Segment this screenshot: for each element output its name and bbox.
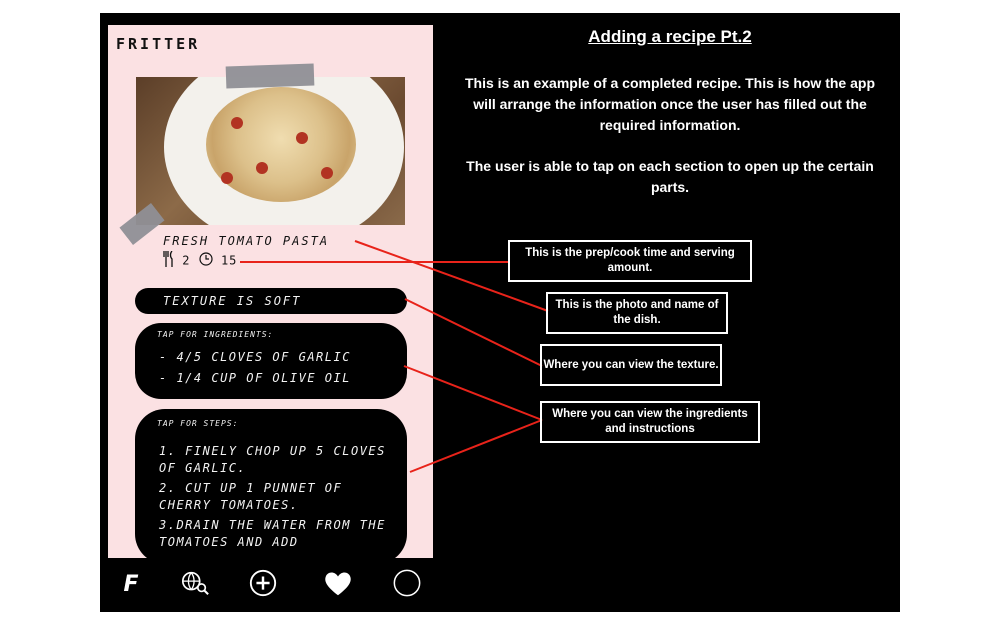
steps-caption: TAP FOR STEPS: [157, 419, 239, 428]
utensils-icon [162, 256, 182, 270]
description-paragraph: This is an example of a completed recipe. This is how the app will arrange the information once the user has filled out the required information. [465, 75, 875, 133]
cook-time: 15 [220, 253, 238, 268]
callout-texture: Where you can view the texture. [540, 344, 722, 386]
step-item: 2. CUT UP 1 PUNNET OF CHERRY TOMATOES. [159, 481, 343, 512]
callout-ingredients: Where you can view the ingredients and instructions [540, 401, 760, 443]
clock-icon [199, 255, 221, 269]
ingredient-item: - 1/4 CUP OF OLIVE OIL [159, 371, 351, 385]
dish-photo[interactable] [136, 77, 405, 225]
globe-search-icon[interactable] [178, 568, 212, 602]
slide [100, 13, 900, 612]
step-item: 3.DRAIN THE WATER FROM THE TOMATOES AND ADD [159, 518, 386, 549]
plus-icon[interactable] [246, 568, 280, 602]
profile-circle-icon[interactable] [390, 568, 424, 602]
tape-decoration [226, 63, 315, 88]
ingredients-caption: TAP FOR INGREDIENTS: [157, 330, 274, 339]
ingredient-item: - 4/5 CLOVES OF GARLIC [159, 350, 351, 364]
slide-title: Adding a recipe Pt.2 [588, 27, 752, 46]
description-paragraph: The user is able to tap on each section to open up the certain parts. [466, 158, 874, 195]
prep-meta [162, 251, 237, 270]
heart-icon[interactable] [321, 568, 355, 602]
steps-section[interactable] [135, 409, 407, 558]
callout-time: This is the prep/cook time and serving amount. [508, 240, 752, 282]
bottom-nav [100, 558, 440, 612]
dish-name: FRESH TOMATO PASTA [163, 234, 330, 248]
app-logo: FRITTER [116, 35, 201, 53]
serving-count: 2 [182, 253, 191, 268]
home-logo-button[interactable]: F [123, 572, 139, 597]
phone-screen [108, 25, 433, 558]
step-item: 1. FINELY CHOP UP 5 CLOVES OF GARLIC. [159, 444, 386, 475]
texture-section[interactable]: TEXTURE IS SOFT [135, 288, 407, 314]
ingredients-section[interactable] [135, 323, 407, 399]
callout-photo: This is the photo and name of the dish. [546, 292, 728, 334]
